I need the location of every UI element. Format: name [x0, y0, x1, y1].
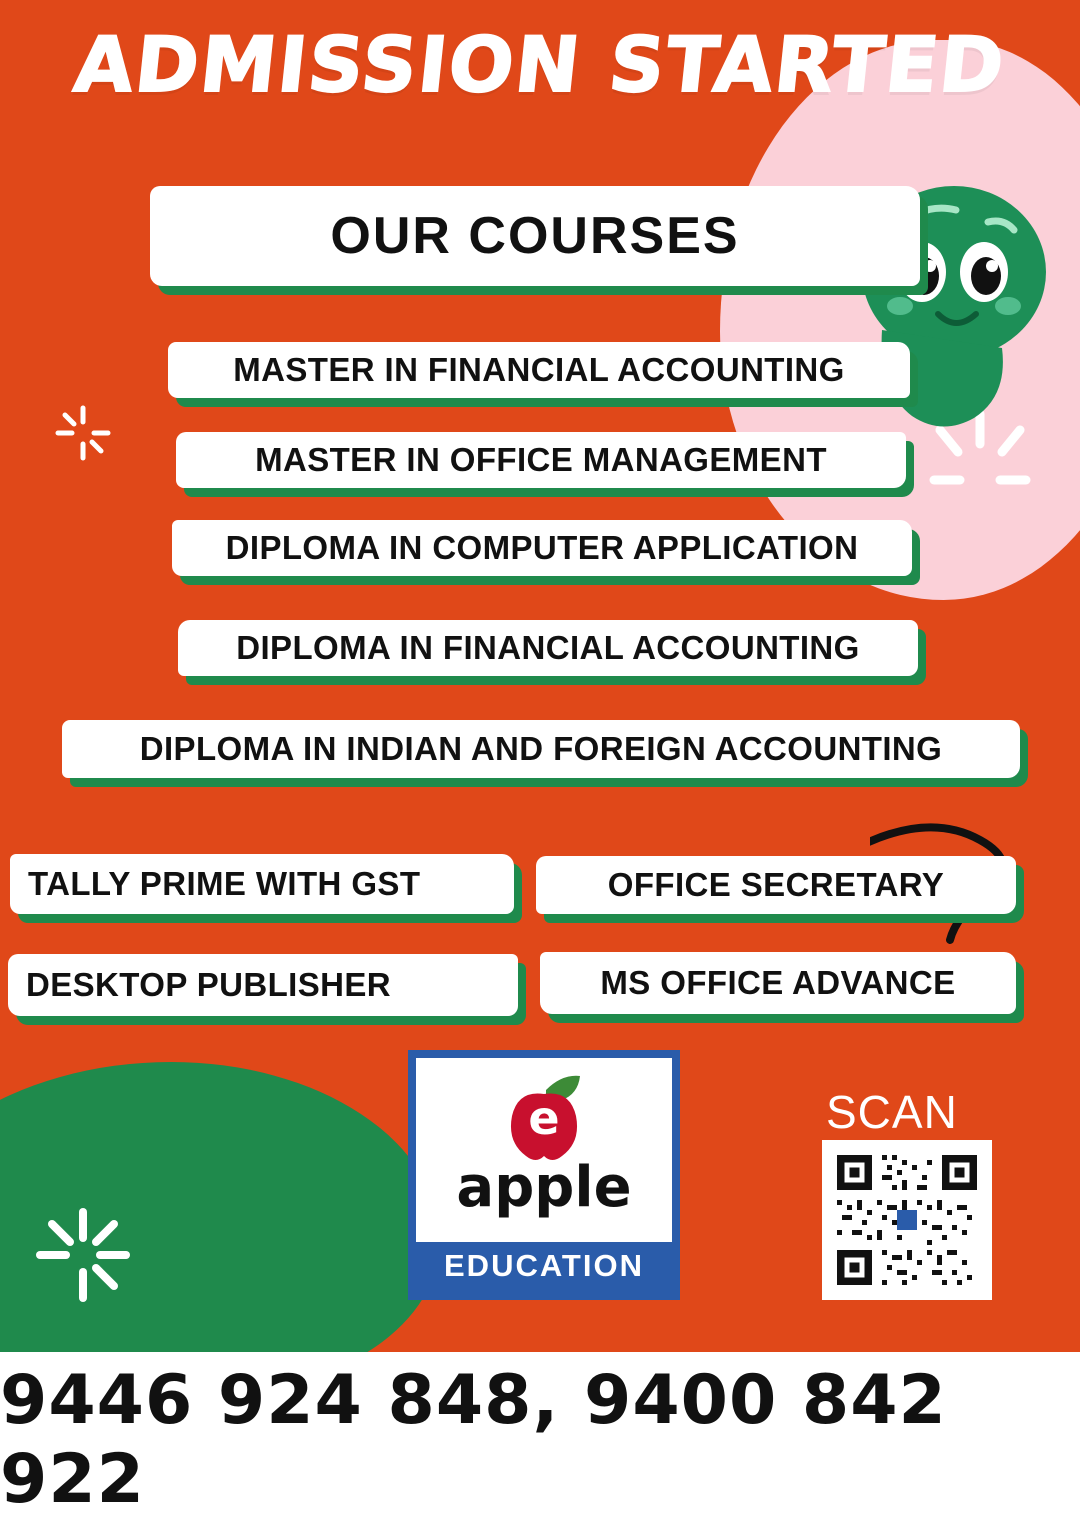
- course-chip-diploma-indian-foreign-accounting[interactable]: DIPLOMA IN INDIAN AND FOREIGN ACCOUNTING: [62, 720, 1020, 778]
- course-chip-master-financial-accounting[interactable]: MASTER IN FINANCIAL ACCOUNTING: [168, 342, 910, 398]
- apple-icon: [496, 1068, 592, 1164]
- sparkle-icon: [28, 1200, 138, 1310]
- course-chip-master-office-management[interactable]: MASTER IN OFFICE MANAGEMENT: [176, 432, 906, 488]
- course-chip-diploma-financial-accounting[interactable]: DIPLOMA IN FINANCIAL ACCOUNTING: [178, 620, 918, 676]
- section-title-chip: OUR COURSES: [150, 186, 920, 286]
- phone-numbers: 9446 924 848, 9400 842 922: [0, 1361, 947, 1519]
- brand-subtitle: EDUCATION: [416, 1242, 672, 1292]
- footer-contact-bar: [0, 1352, 1080, 1528]
- course-chip-tally-prime-gst[interactable]: TALLY PRIME WITH GST: [10, 854, 514, 914]
- brand-name: apple: [456, 1155, 632, 1220]
- course-chip-ms-office-advance[interactable]: MS OFFICE ADVANCE: [540, 952, 1016, 1014]
- svg-text:e: e: [528, 1091, 560, 1145]
- brand-logo-inner: [416, 1058, 672, 1292]
- sparkle-icon: [48, 398, 118, 468]
- qr-code[interactable]: [822, 1140, 992, 1300]
- page-title: ADMISSION STARTED: [70, 20, 1010, 109]
- course-chip-desktop-publisher[interactable]: DESKTOP PUBLISHER: [8, 954, 518, 1016]
- scan-label: SCAN: [826, 1086, 958, 1138]
- course-chip-diploma-computer-application[interactable]: DIPLOMA IN COMPUTER APPLICATION: [172, 520, 912, 576]
- brand-logo: [408, 1050, 680, 1300]
- course-chip-office-secretary[interactable]: OFFICE SECRETARY: [536, 856, 1016, 914]
